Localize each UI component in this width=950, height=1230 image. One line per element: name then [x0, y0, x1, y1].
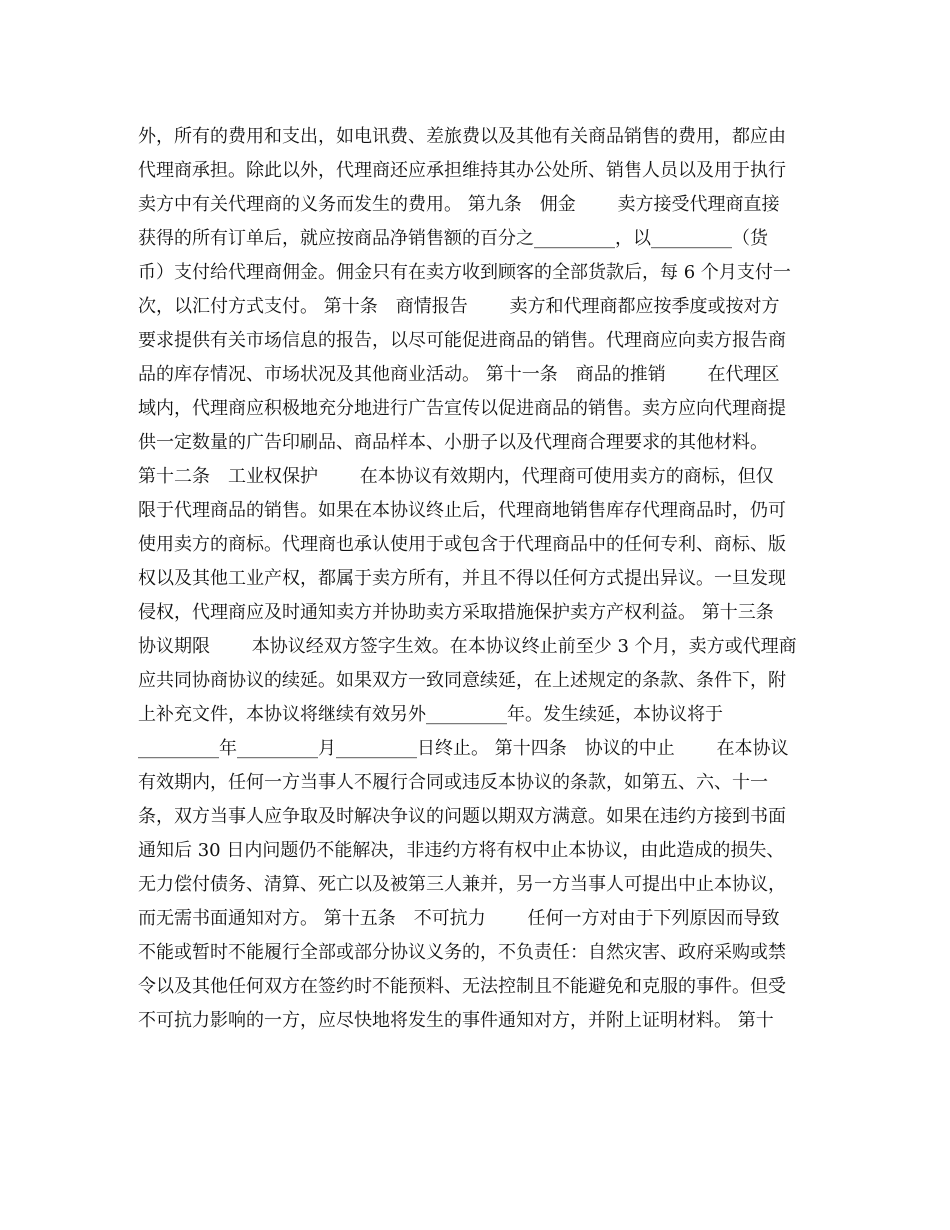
text-line: 要求提供有关市场信息的报告，以尽可能促进商品的销售。代理商应向卖方报告商: [138, 330, 786, 351]
text-line: 第十二条 工业权保护 在本协议有效期内，代理商可使用卖方的商标，但仅: [138, 466, 774, 487]
text-line: 权以及其他工业产权，都属于卖方所有，并且不得以任何方式提出异议。一旦发现: [138, 568, 786, 589]
text-line: 域内，代理商应积极地充分地进行广告宣传以促进商品的销售。卖方应向代理商提: [138, 398, 786, 419]
text-line: 外，所有的费用和支出，如电讯费、差旅费以及其他有关商品销售的费用，都应由: [138, 126, 786, 147]
text-line: 品的库存情况、市场状况及其他商业活动。 第十一条 商品的推销 在代理区: [138, 364, 780, 385]
text-line: 卖方中有关代理商的义务而发生的费用。 第九条 佣金 卖方接受代理商直接: [138, 194, 780, 215]
text-line: 通知后 30 日内问题仍不能解决，非违约方将有权中止本协议，由此造成的损失、: [138, 840, 785, 861]
text-line: 协议期限 本协议经双方签字生效。在本协议终止前至少 3 个月，卖方或代理商: [138, 636, 797, 657]
text-line: 代理商承担。除此以外，代理商还应承担维持其办公处所、销售人员以及用于执行: [138, 160, 786, 181]
text-line: 供一定数量的广告印刷品、商品样本、小册子以及代理商合理要求的其他材料。: [138, 432, 768, 453]
text-line: 获得的所有订单后，就应按商品净销售额的百分之_________，以_________（货: [138, 228, 768, 249]
text-line: 币）支付给代理商佣金。佣金只有在卖方收到顾客的全部货款后，每 6 个月支付一: [138, 262, 791, 283]
text-line: 而无需书面通知对方。 第十五条 不可抗力 任何一方对由于下列原因而导致: [138, 908, 780, 929]
text-line: 令以及其他任何双方在签约时不能预料、无法控制且不能避免和克服的事件。但受: [138, 976, 786, 997]
text-line: 应共同协商协议的续延。如果双方一致同意续延，在上述规定的条款、条件下，附: [138, 670, 786, 691]
text-line: 不可抗力影响的一方，应尽快地将发生的事件通知对方，并附上证明材料。 第十: [138, 1010, 774, 1031]
text-line: _________年_________月_________日终止。 第十四条 协议的中止 在本协议: [138, 738, 789, 759]
text-line: 侵权，代理商应及时通知卖方并协助卖方采取措施保护卖方产权利益。 第十三条: [138, 602, 774, 623]
text-line: 不能或暂时不能履行全部或部分协议义务的，不负责任：自然灾害、政府采购或禁: [138, 942, 786, 963]
contract-body-text: [138, 120, 818, 1038]
text-line: 有效期内，任何一方当事人不履行合同或违反本协议的条款，如第五、六、十一: [138, 772, 768, 793]
text-line: 使用卖方的商标。代理商也承认使用于或包含于代理商品中的任何专利、商标、版: [138, 534, 786, 555]
text-line: 条，双方当事人应争取及时解决争议的问题以期双方满意。如果在违约方接到书面: [138, 806, 786, 827]
text-line: 次，以汇付方式支付。 第十条 商情报告 卖方和代理商都应按季度或按对方: [138, 296, 780, 317]
text-line: 上补充文件，本协议将继续有效另外_________年。发生续延，本协议将于: [138, 704, 723, 725]
text-line: 限于代理商品的销售。如果在本协议终止后，代理商地销售库存代理商品时，仍可: [138, 500, 786, 521]
text-line: 无力偿付债务、清算、死亡以及被第三人兼并，另一方当事人可提出中止本协议，: [138, 874, 786, 895]
